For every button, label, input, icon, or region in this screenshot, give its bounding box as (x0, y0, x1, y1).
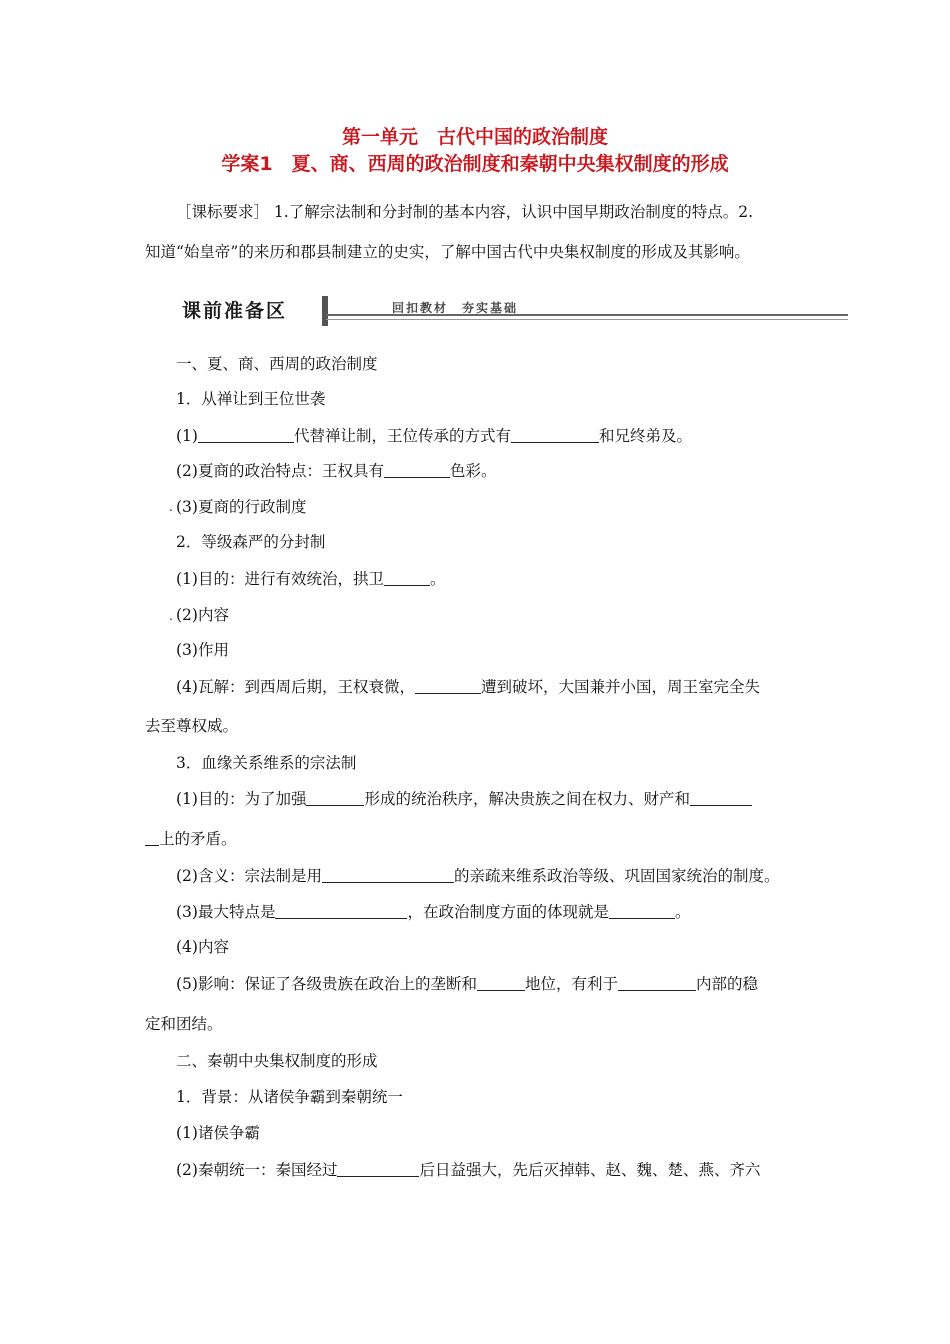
item-3-5-continued: 定和团结。 (145, 1015, 223, 1033)
item-3-2 (176, 866, 779, 886)
item-1-3: (3)夏商的行政制度 (176, 498, 307, 516)
item-2-4 (176, 677, 760, 697)
bullet-dot: . (169, 500, 173, 514)
item-1-1 (176, 426, 692, 446)
item-3-1-part-c: 上的矛盾。 (159, 830, 237, 848)
banner-rule-thin (326, 319, 848, 320)
s2-item-1-2 (176, 1160, 760, 1180)
fill-blank[interactable] (198, 427, 294, 443)
item-1-2-part-b: 色彩。 (449, 462, 497, 480)
fill-blank[interactable] (690, 790, 752, 806)
item-1-1-part-a: (1) (176, 427, 198, 445)
item-2-4-part-a: (4)瓦解：到西周后期，王权衰微， (176, 678, 415, 696)
item-3-4: (4)内容 (176, 938, 229, 956)
fill-blank[interactable] (477, 975, 525, 991)
item-2-1-part-a: (1)目的：进行有效统治，拱卫 (176, 570, 384, 588)
item-2-2: (2)内容 (176, 606, 229, 624)
banner-subtitle: 回扣教材 夯实基础 (392, 301, 519, 315)
fill-blank[interactable] (609, 903, 675, 919)
banner-tag: 课前准备区 (176, 296, 328, 326)
s2-item-1-heading: 1．背景：从诸侯争霸到秦朝统一 (176, 1088, 403, 1106)
item-2-1-part-b: 。 (429, 570, 446, 588)
item-1-1-part-c: 和兄终弟及。 (598, 427, 692, 445)
item-3-3-part-b: ，在政治制度方面的体现就是 (407, 903, 609, 921)
section-banner (176, 294, 848, 328)
fill-blank[interactable] (384, 462, 450, 478)
s2-item-1-2-part-b: 后日益强大，先后灭掉韩、赵、魏、楚、燕、齐六 (419, 1161, 761, 1179)
item-3-5 (176, 974, 758, 994)
s2-item-1-1: (1)诸侯争霸 (176, 1124, 260, 1142)
item-2-3: (3)作用 (176, 641, 229, 659)
item-2-heading: 2．等级森严的分封制 (176, 533, 326, 551)
fill-blank[interactable] (322, 867, 454, 883)
item-3-2-part-b: 的亲疏来维系政治等级、巩固国家统治的制度。 (453, 867, 780, 885)
section-1-heading: 一、夏、商、西周的政治制度 (176, 355, 378, 373)
item-3-3 (176, 902, 691, 922)
item-2-1 (176, 569, 445, 589)
item-3-5-part-b: 地位，有利于 (524, 975, 618, 993)
item-3-5-part-c: 内部的稳 (695, 975, 758, 993)
item-1-2 (176, 461, 496, 481)
item-3-5-part-a: (5)影响：保证了各级贵族在政治上的垄断和 (176, 975, 477, 993)
fill-blank[interactable] (415, 678, 481, 694)
item-3-3-part-a: (3)最大特点是 (176, 903, 276, 921)
item-3-3-part-c: 。 (674, 903, 691, 921)
requirements-line-1: ［课标要求］ 1.了解宗法制和分封制的基本内容，认识中国早期政治制度的特点。2. (176, 203, 754, 221)
item-1-2-part-a: (2)夏商的政治特点：王权具有 (176, 462, 384, 480)
fill-blank[interactable] (145, 830, 159, 846)
item-3-1-continued (145, 829, 237, 849)
s2-item-1-2-part-a: (2)秦朝统一：秦国经过 (176, 1161, 338, 1179)
fill-blank[interactable] (337, 1161, 419, 1177)
item-3-1 (176, 789, 752, 809)
item-3-2-part-a: (2)含义：宗法制是用 (176, 867, 322, 885)
item-1-1-part-b: 代替禅让制，王位传承的方式有 (293, 427, 511, 445)
bullet-dot: . (169, 609, 173, 623)
item-3-1-part-a: (1)目的：为了加强 (176, 790, 307, 808)
lesson-title: 学案1 夏、商、西周的政治制度和秦朝中央集权制度的形成 (221, 153, 729, 175)
fill-blank[interactable] (618, 975, 696, 991)
unit-title: 第一单元 古代中国的政治制度 (341, 126, 608, 148)
requirements-line-2: 知道“始皇帝”的来历和郡县制建立的史实，了解中国古代中央集权制度的形成及其影响。 (145, 243, 750, 261)
fill-blank[interactable] (384, 570, 430, 586)
fill-blank[interactable] (511, 427, 599, 443)
section-2-heading: 二、秦朝中央集权制度的形成 (176, 1052, 378, 1070)
item-3-heading: 3．血缘关系维系的宗法制 (176, 754, 357, 772)
fill-blank[interactable] (275, 903, 407, 919)
item-3-1-part-b: 形成的统治秩序，解决贵族之间在权力、财产和 (364, 790, 690, 808)
fill-blank[interactable] (306, 790, 364, 806)
item-1-heading: 1．从禅让到王位世袭 (176, 390, 326, 408)
item-2-4-continued: 去至尊权威。 (145, 717, 239, 735)
item-2-4-part-b: 遭到破坏，大国兼并小国，周王室完全失 (480, 678, 760, 696)
